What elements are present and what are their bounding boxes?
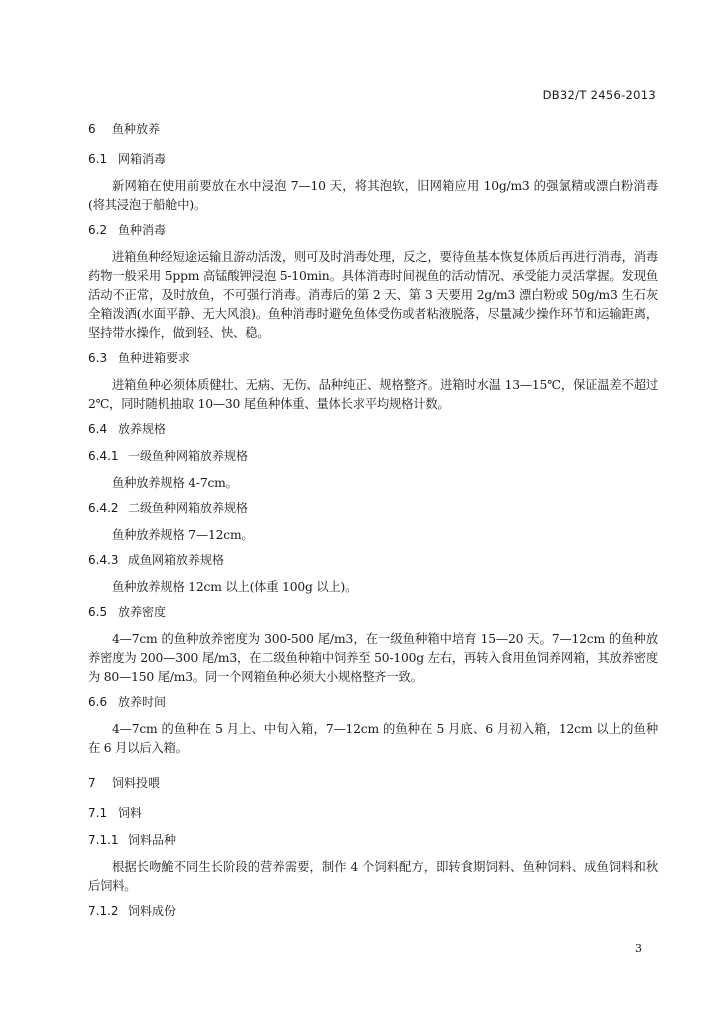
subsection-heading: [88, 221, 658, 239]
subsection-heading: [88, 150, 658, 168]
subsection-title: 放养密度: [118, 605, 167, 619]
subsection-title: 饲料: [118, 806, 143, 820]
clause-number: 7.1.1: [88, 833, 119, 847]
clause-title: 成鱼网箱放养规格: [128, 553, 225, 567]
standard-code: DB32/T 2456-2013: [542, 88, 656, 102]
paragraph: 新网箱在使用前要放在水中浸泡 7—10 天，将其泡软，旧网箱应用 10g/m3 的强氯精或漂白粉消毒(将其浸泡于船舱中)。: [88, 179, 658, 212]
clause-heading: [88, 551, 658, 569]
clause-heading: [88, 499, 658, 517]
clause-number: 6.4.3: [88, 553, 119, 567]
clause-title: 饲料成份: [128, 904, 177, 918]
subsection-title: 鱼种进箱要求: [118, 351, 191, 365]
section-heading: [88, 120, 658, 138]
subsection-number: 6.1: [88, 152, 108, 166]
section-number: 7: [88, 776, 96, 790]
clause-number: 6.4.1: [88, 449, 119, 463]
clause-title: 饲料品种: [128, 833, 177, 847]
paragraph: 4—7cm 的鱼种放养密度为 300-500 尾/m3，在一级鱼种箱中培育 15—20 天。7—12cm 的鱼种放养密度为 200—300 尾/m3，在二级鱼种箱中饲养至 50-100g 左右，再转入食用鱼饲养网箱，其放养密度为 80—150 尾/m3。同一个网箱鱼种必须大小规格整齐一致。: [88, 632, 658, 684]
subsection-number: 6.3: [88, 351, 108, 365]
clause-number: 7.1.2: [88, 904, 119, 918]
subsection-heading: [88, 693, 658, 711]
subsection-number: 6.6: [88, 695, 108, 709]
section-heading: [88, 774, 658, 792]
paragraph: 鱼种放养规格 7—12cm。: [112, 528, 254, 542]
section-title: 鱼种放养: [112, 122, 161, 136]
paragraph: 鱼种放养规格 12cm 以上(体重 100g 以上)。: [112, 580, 358, 594]
paragraph: 进箱鱼种必须体质健壮、无病、无伤、品种纯正、规格整齐。进箱时水温 13—15℃，保证温差不超过 2℃，同时随机抽取 10—30 尾鱼种体重、量体长求平均规格计数。: [88, 378, 658, 411]
section-title: 饲料投喂: [112, 776, 161, 790]
section-number: 6: [88, 122, 96, 136]
subsection-number: 6.4: [88, 422, 108, 436]
clause-heading: [88, 902, 658, 920]
subsection-number: 6.2: [88, 223, 108, 237]
clause-title: 一级鱼种网箱放养规格: [128, 449, 249, 463]
clause-title: 二级鱼种网箱放养规格: [128, 501, 249, 515]
paragraph: 鱼种放养规格 4-7cm。: [112, 476, 238, 490]
subsection-heading: [88, 603, 658, 621]
paragraph: 4—7cm 的鱼种在 5 月上、中旬入箱，7—12cm 的鱼种在 5 月底、6 月初入箱，12cm 以上的鱼种在 6 月以后入箱。: [88, 722, 658, 755]
clause-heading: [88, 447, 658, 465]
subsection-number: 7.1: [88, 806, 108, 820]
subsection-heading: [88, 804, 658, 822]
subsection-heading: [88, 420, 658, 438]
paragraph: 根据长吻鮠不同生长阶段的营养需要，制作 4 个饲料配方，即转食期饲料、鱼种饲料、成鱼饲料和秋后饲料。: [88, 860, 658, 893]
page-number: 3: [635, 942, 642, 955]
subsection-number: 6.5: [88, 605, 108, 619]
subsection-title: 放养时间: [118, 695, 167, 709]
clause-number: 6.4.2: [88, 501, 119, 515]
paragraph: 进箱鱼种经短途运输且游动活泼，则可及时消毒处理，反之，要待鱼基本恢复体质后再进行消毒，消毒药物一般采用 5ppm 高锰酸钾浸泡 5-10min。具体消毒时间视鱼的活动情况、承受能力灵活掌握。发现鱼活动不正常，及时放鱼，不可强行消毒。消毒后的第 2 天、第 3 天要用 2g/m3 漂白粉或 50g/m3 生石灰全箱泼洒(水面平静、无大风浪)。鱼种消毒时避免鱼体受伤或者粘液脱落，尽量减少操作环节和运输距离，坚持带水操作，做到轻、快、稳。: [88, 250, 658, 340]
subsection-title: 鱼种消毒: [118, 223, 167, 237]
subsection-heading: [88, 349, 658, 367]
subsection-title: 放养规格: [118, 422, 167, 436]
clause-heading: [88, 831, 658, 849]
subsection-title: 网箱消毒: [118, 152, 167, 166]
document-body: [88, 110, 658, 929]
